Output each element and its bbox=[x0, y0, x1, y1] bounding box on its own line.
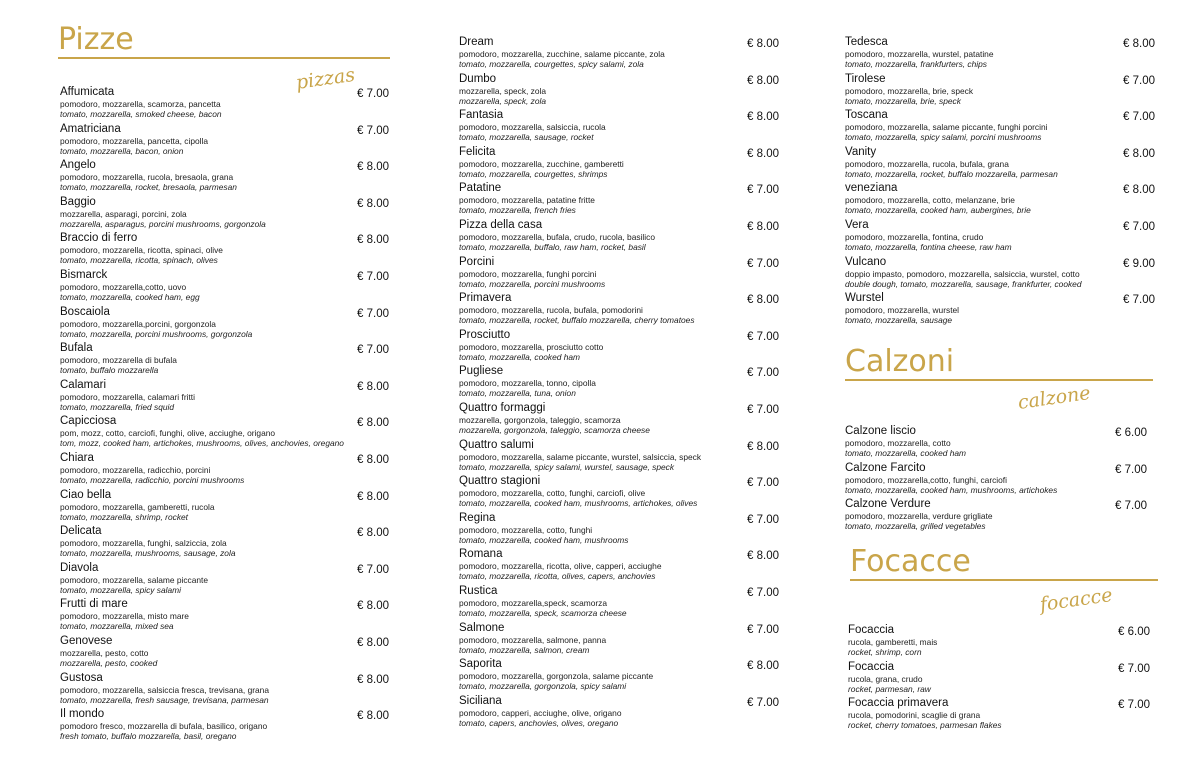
item-translation: tomato, mozzarella, french fries bbox=[459, 205, 576, 216]
item-translation: tomato, mozzarella, spicy salami, porcini mushrooms bbox=[845, 132, 1042, 143]
item-name: Regina bbox=[459, 511, 496, 524]
item-translation: tomato, mozzarella, salmon, cream bbox=[459, 644, 590, 655]
item-price: € 8.00 bbox=[357, 161, 389, 174]
menu-item bbox=[60, 306, 389, 343]
item-ingredients: pom, mozz, cotto, carciofi, funghi, olive, acciughe, origano bbox=[60, 428, 276, 439]
item-name: Calamari bbox=[60, 378, 107, 391]
item-ingredients: pomodoro, mozzarella, cotto bbox=[845, 438, 951, 448]
item-translation: rocket, cherry tomatoes, parmesan flakes bbox=[848, 720, 1002, 731]
menu-item bbox=[459, 219, 779, 256]
item-name: Bismarck bbox=[60, 268, 108, 281]
menu-item bbox=[845, 73, 1155, 110]
item-ingredients: pomodoro, mozzarella, salmone, panna bbox=[459, 634, 607, 645]
item-name: Braccio di ferro bbox=[60, 232, 138, 245]
item-price: € 7.00 bbox=[1123, 294, 1155, 307]
item-ingredients: mozzarella, speck, zola bbox=[459, 85, 547, 96]
item-name: Vulcano bbox=[845, 255, 887, 268]
item-translation: tomato, mozzarella, cooked ham bbox=[459, 351, 581, 362]
item-price: € 8.00 bbox=[747, 440, 779, 453]
item-translation: tomato, mozzarella, ricotta, olives, capers, anchovies bbox=[459, 571, 656, 582]
item-price: € 7.00 bbox=[747, 184, 779, 197]
item-translation: tomato, mozzarella, courgettes, shrimps bbox=[459, 168, 608, 179]
item-name: Patatine bbox=[459, 182, 502, 195]
item-name: Porcini bbox=[459, 255, 495, 268]
item-name: Quattro salumi bbox=[459, 438, 534, 451]
item-name: Pugliese bbox=[459, 365, 504, 378]
item-translation: rocket, parmesan, raw bbox=[848, 683, 931, 694]
item-ingredients: pomodoro, mozzarella, patatine fritte bbox=[459, 195, 595, 206]
item-translation: tomato, mozzarella, mushrooms, sausage, zola bbox=[60, 548, 236, 559]
item-ingredients: pomodoro, mozzarella,speck, scamorza bbox=[459, 597, 608, 608]
menu-item bbox=[60, 489, 389, 526]
menu-item bbox=[845, 425, 1147, 462]
item-name: Gustosa bbox=[60, 671, 103, 684]
menu-item bbox=[60, 159, 389, 196]
menu-item bbox=[845, 498, 1147, 535]
item-ingredients: pomodoro, mozzarella,cotto, uovo bbox=[60, 281, 187, 292]
item-price: € 8.00 bbox=[747, 294, 779, 307]
menu-item bbox=[459, 182, 779, 219]
menu-item bbox=[459, 73, 779, 110]
item-name: Focaccia bbox=[848, 624, 895, 636]
item-ingredients: pomodoro, capperi, acciughe, olive, origano bbox=[459, 707, 622, 718]
menu-item bbox=[848, 697, 1150, 734]
item-price: € 7.00 bbox=[1115, 500, 1147, 513]
item-price: € 8.00 bbox=[747, 111, 779, 124]
item-name: Quattro stagioni bbox=[459, 475, 541, 488]
item-translation: tomato, mozzarella, spicy salami, wurstel, sausage, speck bbox=[459, 461, 675, 472]
item-price: € 7.00 bbox=[747, 477, 779, 490]
menu-list bbox=[845, 36, 1155, 329]
item-price: € 7.00 bbox=[747, 696, 779, 709]
item-name: Prosciutto bbox=[459, 328, 511, 341]
menu-item bbox=[459, 402, 779, 439]
menu-item bbox=[459, 292, 779, 329]
item-translation: mozzarella, asparagus, porcini mushrooms, gorgonzola bbox=[60, 218, 266, 229]
item-name: Tirolese bbox=[845, 72, 886, 85]
item-name: Felicita bbox=[459, 145, 496, 158]
item-translation: tomato, mozzarella, rocket, bresaola, parmesan bbox=[60, 182, 237, 193]
item-price: € 8.00 bbox=[357, 710, 389, 723]
item-ingredients: pomodoro, mozzarella, salame piccante, wurstel, salsiccia, speck bbox=[459, 451, 702, 462]
item-translation: tomato, buffalo mozzarella bbox=[60, 365, 159, 376]
title-rule bbox=[845, 379, 1153, 381]
item-name: Dream bbox=[459, 36, 494, 48]
menu-item bbox=[60, 635, 389, 672]
item-name: Calzone liscio bbox=[845, 425, 916, 437]
item-price: € 7.00 bbox=[747, 623, 779, 636]
item-translation: mozzarella, speck, zola bbox=[459, 95, 547, 106]
item-translation: tomato, mozzarella, cooked ham, egg bbox=[60, 291, 200, 302]
item-ingredients: rucola, pomodorini, scaglie di grana bbox=[848, 710, 981, 721]
item-translation: tomato, mozzarella, radicchio, porcini mushrooms bbox=[60, 474, 245, 485]
item-price: € 8.00 bbox=[747, 147, 779, 160]
item-translation: tomato, mozzarella, sausage bbox=[845, 315, 953, 326]
section-title-pizze: Pizze bbox=[58, 22, 134, 57]
item-ingredients: pomodoro, mozzarella, wurstel bbox=[845, 305, 960, 316]
item-price: € 7.00 bbox=[357, 563, 389, 576]
title-rule bbox=[58, 57, 390, 59]
section-title-focacce: Focacce bbox=[850, 544, 971, 579]
menu-item bbox=[459, 548, 779, 585]
menu-item bbox=[845, 146, 1155, 183]
item-price: € 8.00 bbox=[747, 220, 779, 233]
item-ingredients: mozzarella, gorgonzola, taleggio, scamorza bbox=[459, 414, 621, 425]
menu-item bbox=[459, 439, 779, 476]
item-ingredients: pomodoro, mozzarella, rucola, bufala, grana bbox=[845, 158, 1009, 169]
script-subtitle-calzoni: calzone bbox=[1016, 381, 1092, 414]
item-name: Primavera bbox=[459, 292, 512, 305]
item-name: Amatriciana bbox=[60, 122, 121, 135]
item-price: € 8.00 bbox=[357, 490, 389, 503]
item-translation: tomato, mozzarella, buffalo, raw ham, rocket, basil bbox=[459, 241, 646, 252]
menu-item bbox=[845, 109, 1155, 146]
item-name: Fantasia bbox=[459, 109, 504, 122]
menu-item bbox=[845, 292, 1155, 329]
menu-item bbox=[459, 146, 779, 183]
item-name: Saporita bbox=[459, 658, 502, 671]
item-price: € 8.00 bbox=[1123, 38, 1155, 50]
item-name: Rustica bbox=[459, 584, 498, 597]
menu-item bbox=[459, 512, 779, 549]
item-ingredients: pomodoro, mozzarella, brie, speck bbox=[845, 85, 974, 96]
item-name: veneziana bbox=[845, 182, 898, 195]
item-name: Toscana bbox=[845, 109, 888, 122]
item-ingredients: pomodoro, mozzarella, misto mare bbox=[60, 611, 189, 622]
item-ingredients: pomodoro, mozzarella, fontina, crudo bbox=[845, 231, 984, 242]
item-price: € 7.00 bbox=[747, 513, 779, 526]
item-translation: tomato, mozzarella, rocket, buffalo mozzarella, cherry tomatoes bbox=[459, 315, 695, 326]
item-ingredients: pomodoro, mozzarella, cotto, melanzane, brie bbox=[845, 195, 1015, 206]
item-name: Pizza della casa bbox=[459, 218, 543, 231]
item-price: € 8.00 bbox=[357, 453, 389, 466]
menu-item bbox=[459, 365, 779, 402]
item-ingredients: pomodoro, mozzarella, tonno, cipolla bbox=[459, 378, 596, 389]
item-ingredients: pomodoro fresco, mozzarella di bufala, basilico, origano bbox=[60, 721, 268, 732]
item-translation: tomato, mozzarella, rocket, buffalo mozzarella, parmesan bbox=[845, 168, 1058, 179]
item-ingredients: pomodoro, mozzarella, calamari fritti bbox=[60, 391, 195, 402]
item-name: Baggio bbox=[60, 195, 96, 208]
item-translation: tomato, mozzarella, cooked ham, mushrooms, artichokes, olives bbox=[459, 498, 698, 509]
menu-list bbox=[848, 624, 1150, 734]
menu-list bbox=[60, 86, 389, 745]
item-price: € 8.00 bbox=[1123, 147, 1155, 160]
item-ingredients: pomodoro, mozzarella, ricotta, spinaci, olive bbox=[60, 245, 223, 256]
item-ingredients: pomodoro, mozzarella, ricotta, olive, capperi, acciughe bbox=[459, 561, 662, 572]
item-name: Focaccia bbox=[848, 660, 895, 673]
item-translation: mozzarella, gorgonzola, taleggio, scamorza cheese bbox=[459, 424, 650, 435]
item-translation: tomato, mozzarella, tuna, onion bbox=[459, 388, 576, 399]
item-price: € 8.00 bbox=[357, 197, 389, 210]
item-name: Calzone Verdure bbox=[845, 498, 931, 511]
item-ingredients: pomodoro, mozzarella, salame piccante bbox=[60, 574, 209, 585]
item-ingredients: pomodoro, mozzarella, cotto, funghi, carciofi, olive bbox=[459, 488, 646, 499]
item-ingredients: pomodoro, mozzarella, prosciutto cotto bbox=[459, 341, 604, 352]
menu-item bbox=[60, 562, 389, 599]
item-ingredients: pomodoro, mozzarella, rucola, bresaola, grana bbox=[60, 172, 234, 183]
menu-item bbox=[459, 622, 779, 659]
item-translation: mozzarella, pesto, cooked bbox=[60, 657, 158, 668]
item-price: € 6.00 bbox=[1115, 427, 1147, 439]
menu-item bbox=[60, 232, 389, 269]
item-price: € 7.00 bbox=[747, 367, 779, 380]
item-translation: double dough, tomato, mozzarella, sausage, frankfurter, cooked bbox=[845, 278, 1082, 289]
item-price: € 7.00 bbox=[357, 88, 389, 100]
menu-item bbox=[60, 452, 389, 489]
item-ingredients: pomodoro, mozzarella,porcini, gorgonzola bbox=[60, 318, 216, 329]
item-translation: tomato, mozzarella, ricotta, spinach, olives bbox=[60, 255, 218, 266]
item-name: Vera bbox=[845, 218, 869, 231]
menu-item bbox=[60, 123, 389, 160]
item-name: Boscaiola bbox=[60, 305, 110, 318]
item-price: € 8.00 bbox=[747, 550, 779, 563]
item-ingredients: pomodoro, mozzarella, radicchio, porcini bbox=[60, 464, 211, 475]
item-translation: fresh tomato, buffalo mozzarella, basil, oregano bbox=[60, 731, 237, 742]
item-ingredients: mozzarella, asparagi, porcini, zola bbox=[60, 208, 187, 219]
item-ingredients: pomodoro, mozzarella, scamorza, pancetta bbox=[60, 99, 221, 109]
item-translation: tomato, mozzarella, cooked ham bbox=[845, 448, 967, 458]
menu-item bbox=[459, 256, 779, 293]
menu-item bbox=[60, 598, 389, 635]
item-translation: tomato, mozzarella, porcini mushrooms, gorgonzola bbox=[60, 328, 253, 339]
item-price: € 7.00 bbox=[1123, 111, 1155, 124]
item-name: Genovese bbox=[60, 634, 113, 647]
item-price: € 7.00 bbox=[357, 344, 389, 357]
item-name: Dumbo bbox=[459, 72, 497, 85]
item-price: € 8.00 bbox=[1123, 184, 1155, 197]
item-price: € 6.00 bbox=[1118, 626, 1150, 638]
menu-item bbox=[459, 475, 779, 512]
item-name: Vanity bbox=[845, 145, 877, 158]
item-translation: tomato, mozzarella, speck, scamorza cheese bbox=[459, 607, 627, 618]
menu-item bbox=[60, 86, 389, 123]
item-translation: tomato, mozzarella, shrimp, rocket bbox=[60, 511, 188, 522]
item-translation: tomato, mozzarella, cooked ham, mushrooms, artichokes bbox=[845, 484, 1058, 495]
menu-item bbox=[60, 672, 389, 709]
menu-item bbox=[848, 624, 1150, 661]
item-ingredients: rucola, gamberetti, mais bbox=[848, 637, 938, 647]
item-ingredients: pomodoro, mozzarella di bufala bbox=[60, 355, 177, 366]
item-translation: tomato, mozzarella, bacon, onion bbox=[60, 145, 184, 156]
item-price: € 7.00 bbox=[1118, 699, 1150, 712]
item-translation: tomato, mozzarella, sausage, rocket bbox=[459, 132, 594, 143]
item-translation: tomato, mozzarella, frankfurters, chips bbox=[845, 59, 987, 69]
menu-item bbox=[459, 585, 779, 622]
item-name: Chiara bbox=[60, 451, 94, 464]
item-ingredients: pomodoro, mozzarella, cotto, funghi bbox=[459, 524, 593, 535]
item-name: Frutti di mare bbox=[60, 598, 128, 611]
item-ingredients: pomodoro, mozzarella, rucola, bufala, pomodorini bbox=[459, 305, 643, 316]
item-name: Tedesca bbox=[845, 36, 888, 48]
title-rule bbox=[850, 579, 1158, 581]
item-name: Romana bbox=[459, 548, 503, 561]
item-translation: tomato, mozzarella, mixed sea bbox=[60, 621, 174, 632]
menu-item bbox=[459, 329, 779, 366]
item-price: € 7.00 bbox=[357, 270, 389, 283]
item-ingredients: pomodoro, mozzarella, pancetta, cipolla bbox=[60, 135, 209, 146]
item-translation: tomato, mozzarella, cooked ham, aubergines, brie bbox=[845, 205, 1031, 216]
item-ingredients: pomodoro, mozzarella, bufala, crudo, rucola, basilico bbox=[459, 231, 655, 242]
item-ingredients: pomodoro, mozzarella, salsiccia fresca, trevisana, grana bbox=[60, 684, 270, 695]
item-translation: tomato, mozzarella, spicy salami bbox=[60, 584, 182, 595]
script-subtitle-focacce: focacce bbox=[1038, 583, 1114, 616]
item-ingredients: pomodoro, mozzarella, zucchine, salame piccante, zola bbox=[459, 49, 665, 59]
item-translation: tomato, mozzarella, smoked cheese, bacon bbox=[60, 109, 222, 119]
item-name: Capicciosa bbox=[60, 415, 117, 428]
item-ingredients: pomodoro, mozzarella, gamberetti, rucola bbox=[60, 501, 215, 512]
item-price: € 7.00 bbox=[747, 330, 779, 343]
menu-item bbox=[60, 708, 389, 745]
item-price: € 8.00 bbox=[357, 673, 389, 686]
item-translation: tomato, mozzarella, grilled vegetables bbox=[845, 521, 986, 532]
menu-item bbox=[845, 256, 1155, 293]
menu-item bbox=[459, 36, 779, 73]
menu-item bbox=[60, 415, 389, 452]
item-ingredients: pomodoro, mozzarella, gorgonzola, salame piccante bbox=[459, 671, 654, 682]
item-price: € 8.00 bbox=[747, 660, 779, 673]
item-translation: tomato, mozzarella, fresh sausage, trevisana, parmesan bbox=[60, 694, 269, 705]
item-price: € 8.00 bbox=[357, 234, 389, 247]
item-name: Diavola bbox=[60, 561, 99, 574]
item-name: Focaccia primavera bbox=[848, 697, 949, 710]
item-name: Delicata bbox=[60, 525, 102, 538]
menu-item bbox=[845, 36, 1155, 73]
item-price: € 7.00 bbox=[1123, 220, 1155, 233]
item-translation: tomato, mozzarella, gorgonzola, spicy salami bbox=[459, 681, 627, 692]
item-translation: tomato, mozzarella, brie, speck bbox=[845, 95, 961, 106]
item-name: Salmone bbox=[459, 621, 505, 634]
item-name: Affumicata bbox=[60, 86, 115, 98]
item-price: € 7.00 bbox=[747, 257, 779, 270]
item-price: € 8.00 bbox=[747, 38, 779, 50]
item-translation: tomato, mozzarella, fried squid bbox=[60, 401, 175, 412]
item-translation: tomato, mozzarella, cooked ham, mushrooms bbox=[459, 534, 629, 545]
menu-item bbox=[845, 462, 1147, 499]
item-name: Wurstel bbox=[845, 292, 884, 305]
menu-item bbox=[60, 379, 389, 416]
item-price: € 7.00 bbox=[747, 586, 779, 599]
item-translation: tomato, mozzarella, courgettes, spicy salami, zola bbox=[459, 59, 644, 69]
item-price: € 7.00 bbox=[1123, 74, 1155, 87]
item-price: € 7.00 bbox=[747, 403, 779, 416]
item-ingredients: pomodoro, mozzarella,cotto, funghi, carciofi bbox=[845, 474, 1007, 485]
item-name: Ciao bella bbox=[60, 488, 112, 501]
item-price: € 8.00 bbox=[357, 600, 389, 613]
item-ingredients: rucola, grana, crudo bbox=[848, 673, 923, 684]
menu-item bbox=[459, 695, 779, 732]
item-ingredients: pomodoro, mozzarella, verdure grigliate bbox=[845, 511, 993, 522]
item-price: € 7.00 bbox=[357, 124, 389, 137]
item-ingredients: pomodoro, mozzarella, funghi, salziccia, zola bbox=[60, 538, 227, 549]
item-name: Bufala bbox=[60, 342, 93, 355]
item-ingredients: pomodoro, mozzarella, salsiccia, rucola bbox=[459, 122, 606, 133]
item-translation: tomato, mozzarella, fontina cheese, raw ham bbox=[845, 241, 1012, 252]
section-title-calzoni: Calzoni bbox=[845, 344, 955, 379]
item-ingredients: pomodoro, mozzarella, salame piccante, funghi porcini bbox=[845, 122, 1048, 133]
item-price: € 8.00 bbox=[357, 417, 389, 430]
menu-item bbox=[459, 658, 779, 695]
item-name: Siciliana bbox=[459, 694, 502, 707]
menu-list bbox=[845, 425, 1147, 535]
item-name: Angelo bbox=[60, 159, 96, 172]
item-price: € 7.00 bbox=[357, 307, 389, 320]
item-name: Il mondo bbox=[60, 708, 105, 721]
item-ingredients: pomodoro, mozzarella, funghi porcini bbox=[459, 268, 597, 279]
item-price: € 8.00 bbox=[747, 74, 779, 87]
menu-item bbox=[60, 196, 389, 233]
item-translation: rocket, shrimp, corn bbox=[848, 647, 922, 657]
item-ingredients: pomodoro, mozzarella, wurstel, patatine bbox=[845, 49, 994, 59]
menu-item bbox=[848, 661, 1150, 698]
menu-list bbox=[459, 36, 779, 731]
item-price: € 9.00 bbox=[1123, 257, 1155, 270]
script-subtitle-pizze: pizzas bbox=[294, 63, 357, 94]
item-ingredients: pomodoro, mozzarella, zucchine, gamberetti bbox=[459, 158, 624, 169]
item-ingredients: doppio impasto, pomodoro, mozzarella, salsiccia, wurstel, cotto bbox=[845, 268, 1080, 279]
item-price: € 8.00 bbox=[357, 380, 389, 393]
item-name: Quattro formaggi bbox=[459, 401, 546, 414]
menu-item bbox=[845, 182, 1155, 219]
item-translation: tomato, capers, anchovies, olives, oregano bbox=[459, 717, 619, 728]
menu-item bbox=[60, 342, 389, 379]
item-translation: tomato, mozzarella, porcini mushrooms bbox=[459, 278, 606, 289]
item-translation: tom, mozz, cooked ham, artichokes, mushrooms, olives, anchovies, oregano bbox=[60, 438, 344, 449]
menu-item bbox=[845, 219, 1155, 256]
menu-item bbox=[459, 109, 779, 146]
item-price: € 7.00 bbox=[1115, 463, 1147, 476]
item-ingredients: mozzarella, pesto, cotto bbox=[60, 647, 149, 658]
menu-item bbox=[60, 269, 389, 306]
item-name: Calzone Farcito bbox=[845, 461, 926, 474]
menu-item bbox=[60, 525, 389, 562]
item-price: € 8.00 bbox=[357, 527, 389, 540]
item-price: € 7.00 bbox=[1118, 662, 1150, 675]
item-price: € 8.00 bbox=[357, 636, 389, 649]
